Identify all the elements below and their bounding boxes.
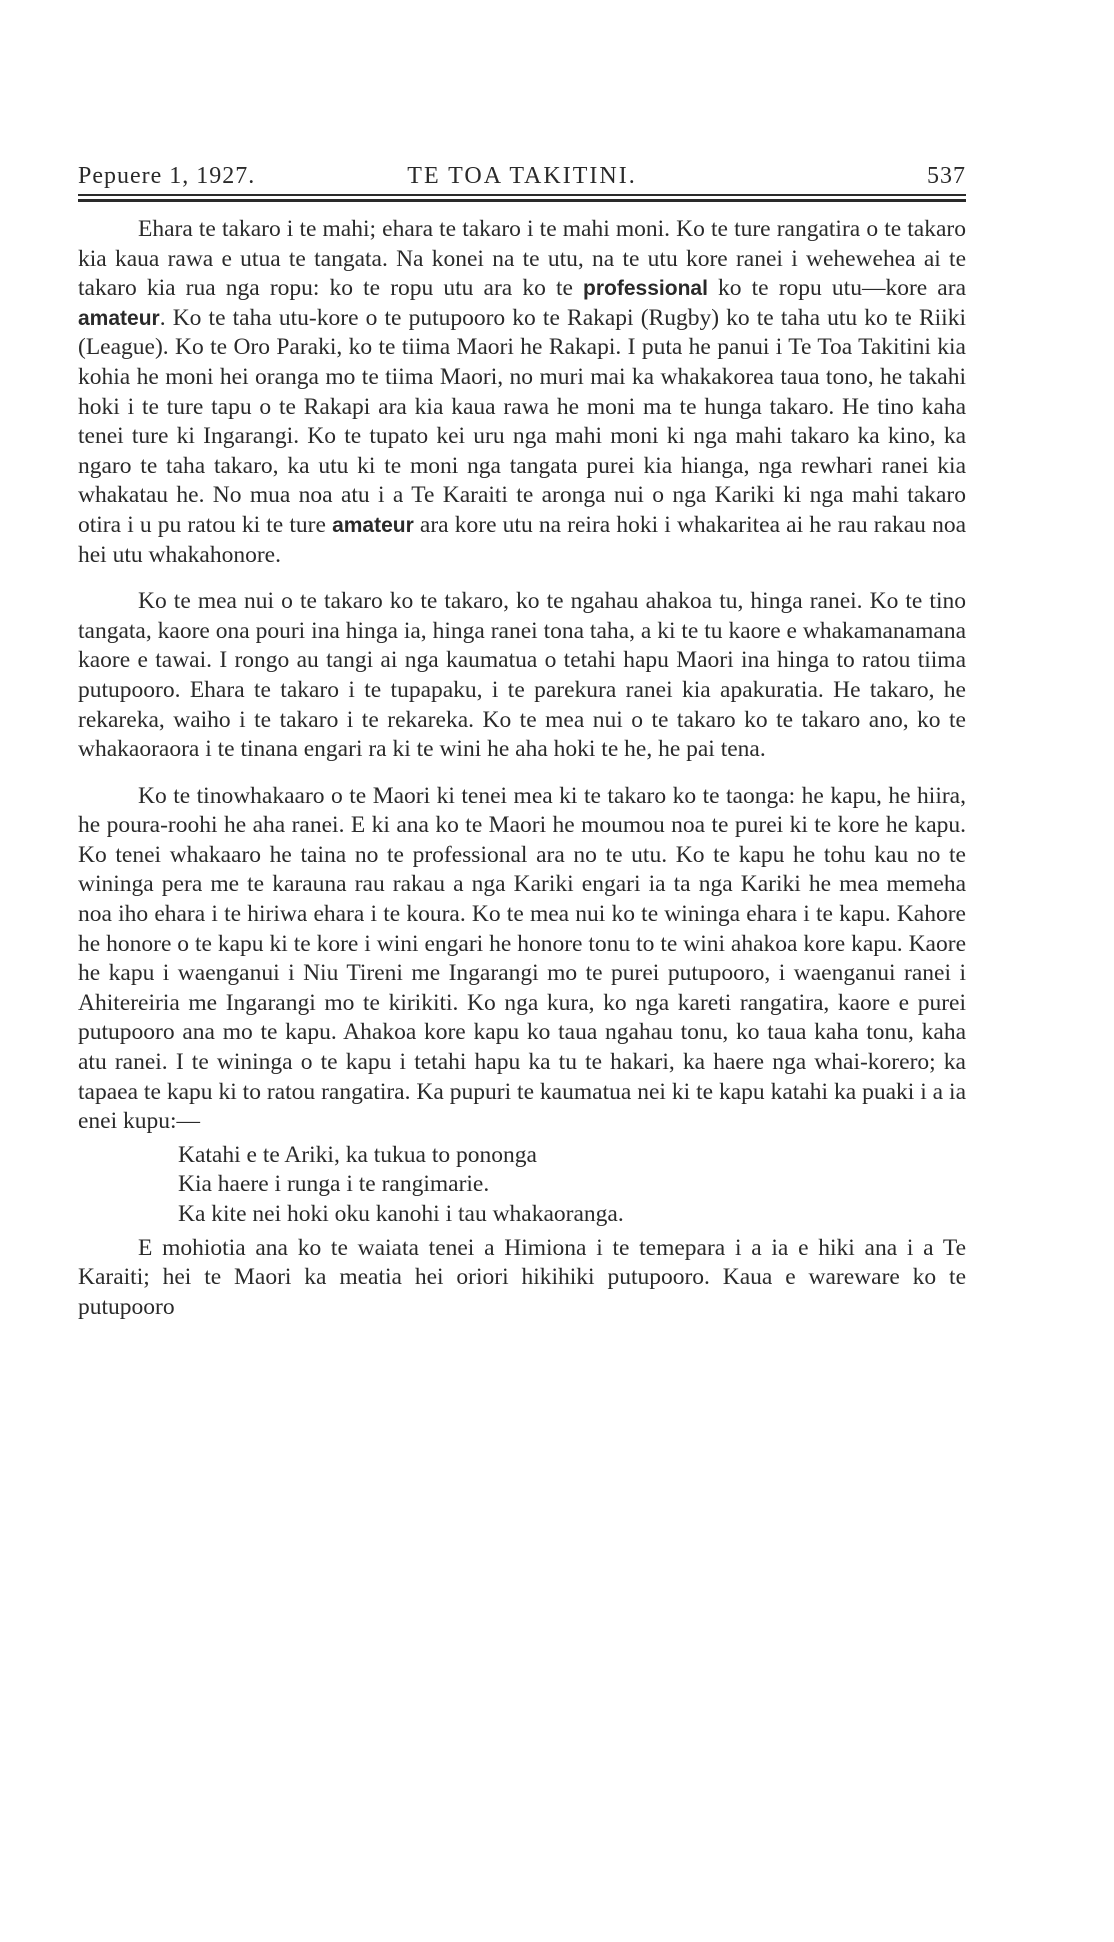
header-rule-thick xyxy=(78,199,966,202)
paragraph-1-text-a: Ehara te takaro i te mahi; ehara te takaro i te mahi moni. Ko te ture rangatira o te takaro kia kaua rawa e utua te tangata. Na konei na te utu, na te utu kore ranei i wehewehea ai te takaro kia rua nga ropu: ko te ropu utu ara ko te xyxy=(78,216,966,302)
verse-line-1: Katahi e te Ariki, ka tukua to pononga xyxy=(178,1141,537,1168)
verse-block xyxy=(78,1141,966,1230)
page-header xyxy=(78,163,966,193)
header-date: Pepuere 1, 1927. xyxy=(78,163,256,189)
header-page-number: 537 xyxy=(927,163,966,189)
verse-line-2: Kia haere i runga i te rangimarie. xyxy=(178,1171,490,1198)
paragraph-1-text-c: . Ko te taha utu-kore o te putupooro ko te Rakapi (Rugby) ko te taha utu ko te Riiki (League). Ko te Oro Paraki, ko te tiima Maori he Rakapi. I puta he panui i Te Toa Takitini kia kohia he moni hei oranga mo te tiima Maori, no muri mai ka whakakorea taua tono, he takahi hoki i te ture tapu o te Rakapi ara kia kaua rawa he moni ma te hunga takaro. He tino kaha tenei ture ki Ingarangi. Ko te tupato kei uru nga mahi moni ki nga mahi takaro ka kino, ka ngaro te taha takaro, ka utu ki te moni nga tangata purei kia hianga, nga rewhari ranei kia whakatau he. No mua noa atu i a Te Karaiti te aronga nui o nga Kariki ki nga mahi takaro otira i u pu ratou ki te ture xyxy=(78,304,966,538)
paragraph-1-text-b: ko te ropu utu—kore ara xyxy=(707,275,966,302)
bold-term-amateur-2: amateur xyxy=(332,513,414,537)
paragraph-3: Ko te tinowhakaaro o te Maori ki tenei mea ki te takaro ko te taonga: he kapu, he hiira, he poura-roohi he aha ranei. E ki ana ko te Maori he moumou noa te purei ki te kore he kapu. Ko tenei whakaaro he taina no te professional ara no te utu. Ko te kapu he tohu kau no te wininga pera me te karauna rau rakau a nga Kariki engari ia ta nga Kariki he mea memeha noa iho ehara i te hiriwa ehara i te koura. Ko te mea nui ko te wininga ehara i te kapu. Kahore he honore o te kapu ki te kore i wini engari he honore tonu to te wini ahakoa kore kapu. Kaore he kapu i waenganui i Niu Tireni me Ingarangi mo te purei putupooro, i waenganui ranei i Ahitereiria me Ingarangi mo te kirikiti. Ko nga kura, ko nga kareti rangatira, kaore e purei putupooro ana mo te kapu. Ahakoa kore kapu ko taua ngahau tonu, ko taua kaha tonu, kaha atu ranei. I te wininga o te kapu i tetahi hapu ka tu te hakari, ka haere nga whai-korero; ka tapaea te kapu ki to ratou rangatira. Ka pupuri te kaumatua nei ki te kapu katahi ka puaki i a ia enei kupu:— xyxy=(78,782,966,1135)
paragraph-1 xyxy=(78,215,966,570)
verse-line-3: Ka kite nei hoki oku kanohi i tau whakaoranga. xyxy=(178,1201,624,1227)
paragraph-1-text-d: ara kore utu na reira hoki i whakaritea ai he rau rakau noa hei utu whakahonore. xyxy=(78,511,967,568)
header-rule-thin xyxy=(78,194,966,196)
article-body xyxy=(78,215,966,1322)
bold-term-amateur: amateur xyxy=(78,306,160,330)
header-title: TE TOA TAKITINI. xyxy=(407,163,637,189)
paragraph-2: Ko te mea nui o te takaro ko te takaro, ko te ngahau ahakoa tu, hinga ranei. Ko te tino tangata, kaore ona pouri ina hinga ia, hinga ranei tona taha, a ki te tu kaore e whakamanamana kaore e tawai. I rongo au tangi ai nga kaumatua o tetahi hapu Maori ina hinga to ratou tiima putupooro. Ehara te takaro i te tupapaku, i te parekura ranei kia apakuratia. He takaro, he rekareka, waiho i te takaro i te rekareka. Ko te mea nui o te takaro ko te takaro ano, ko te whakaoraora i te tinana engari ra ki te wini he aha hoki te he, he pai tena. xyxy=(78,588,966,763)
bold-term-professional: professional xyxy=(583,277,708,301)
paragraph-4: E mohiotia ana ko te waiata tenei a Himiona i te temepara i a ia e hiki ana i a Te Karaiti; hei te Maori ka meatia hei oriori hikihiki putupooro. Kaua e wareware ko te putupooro xyxy=(78,1234,966,1320)
